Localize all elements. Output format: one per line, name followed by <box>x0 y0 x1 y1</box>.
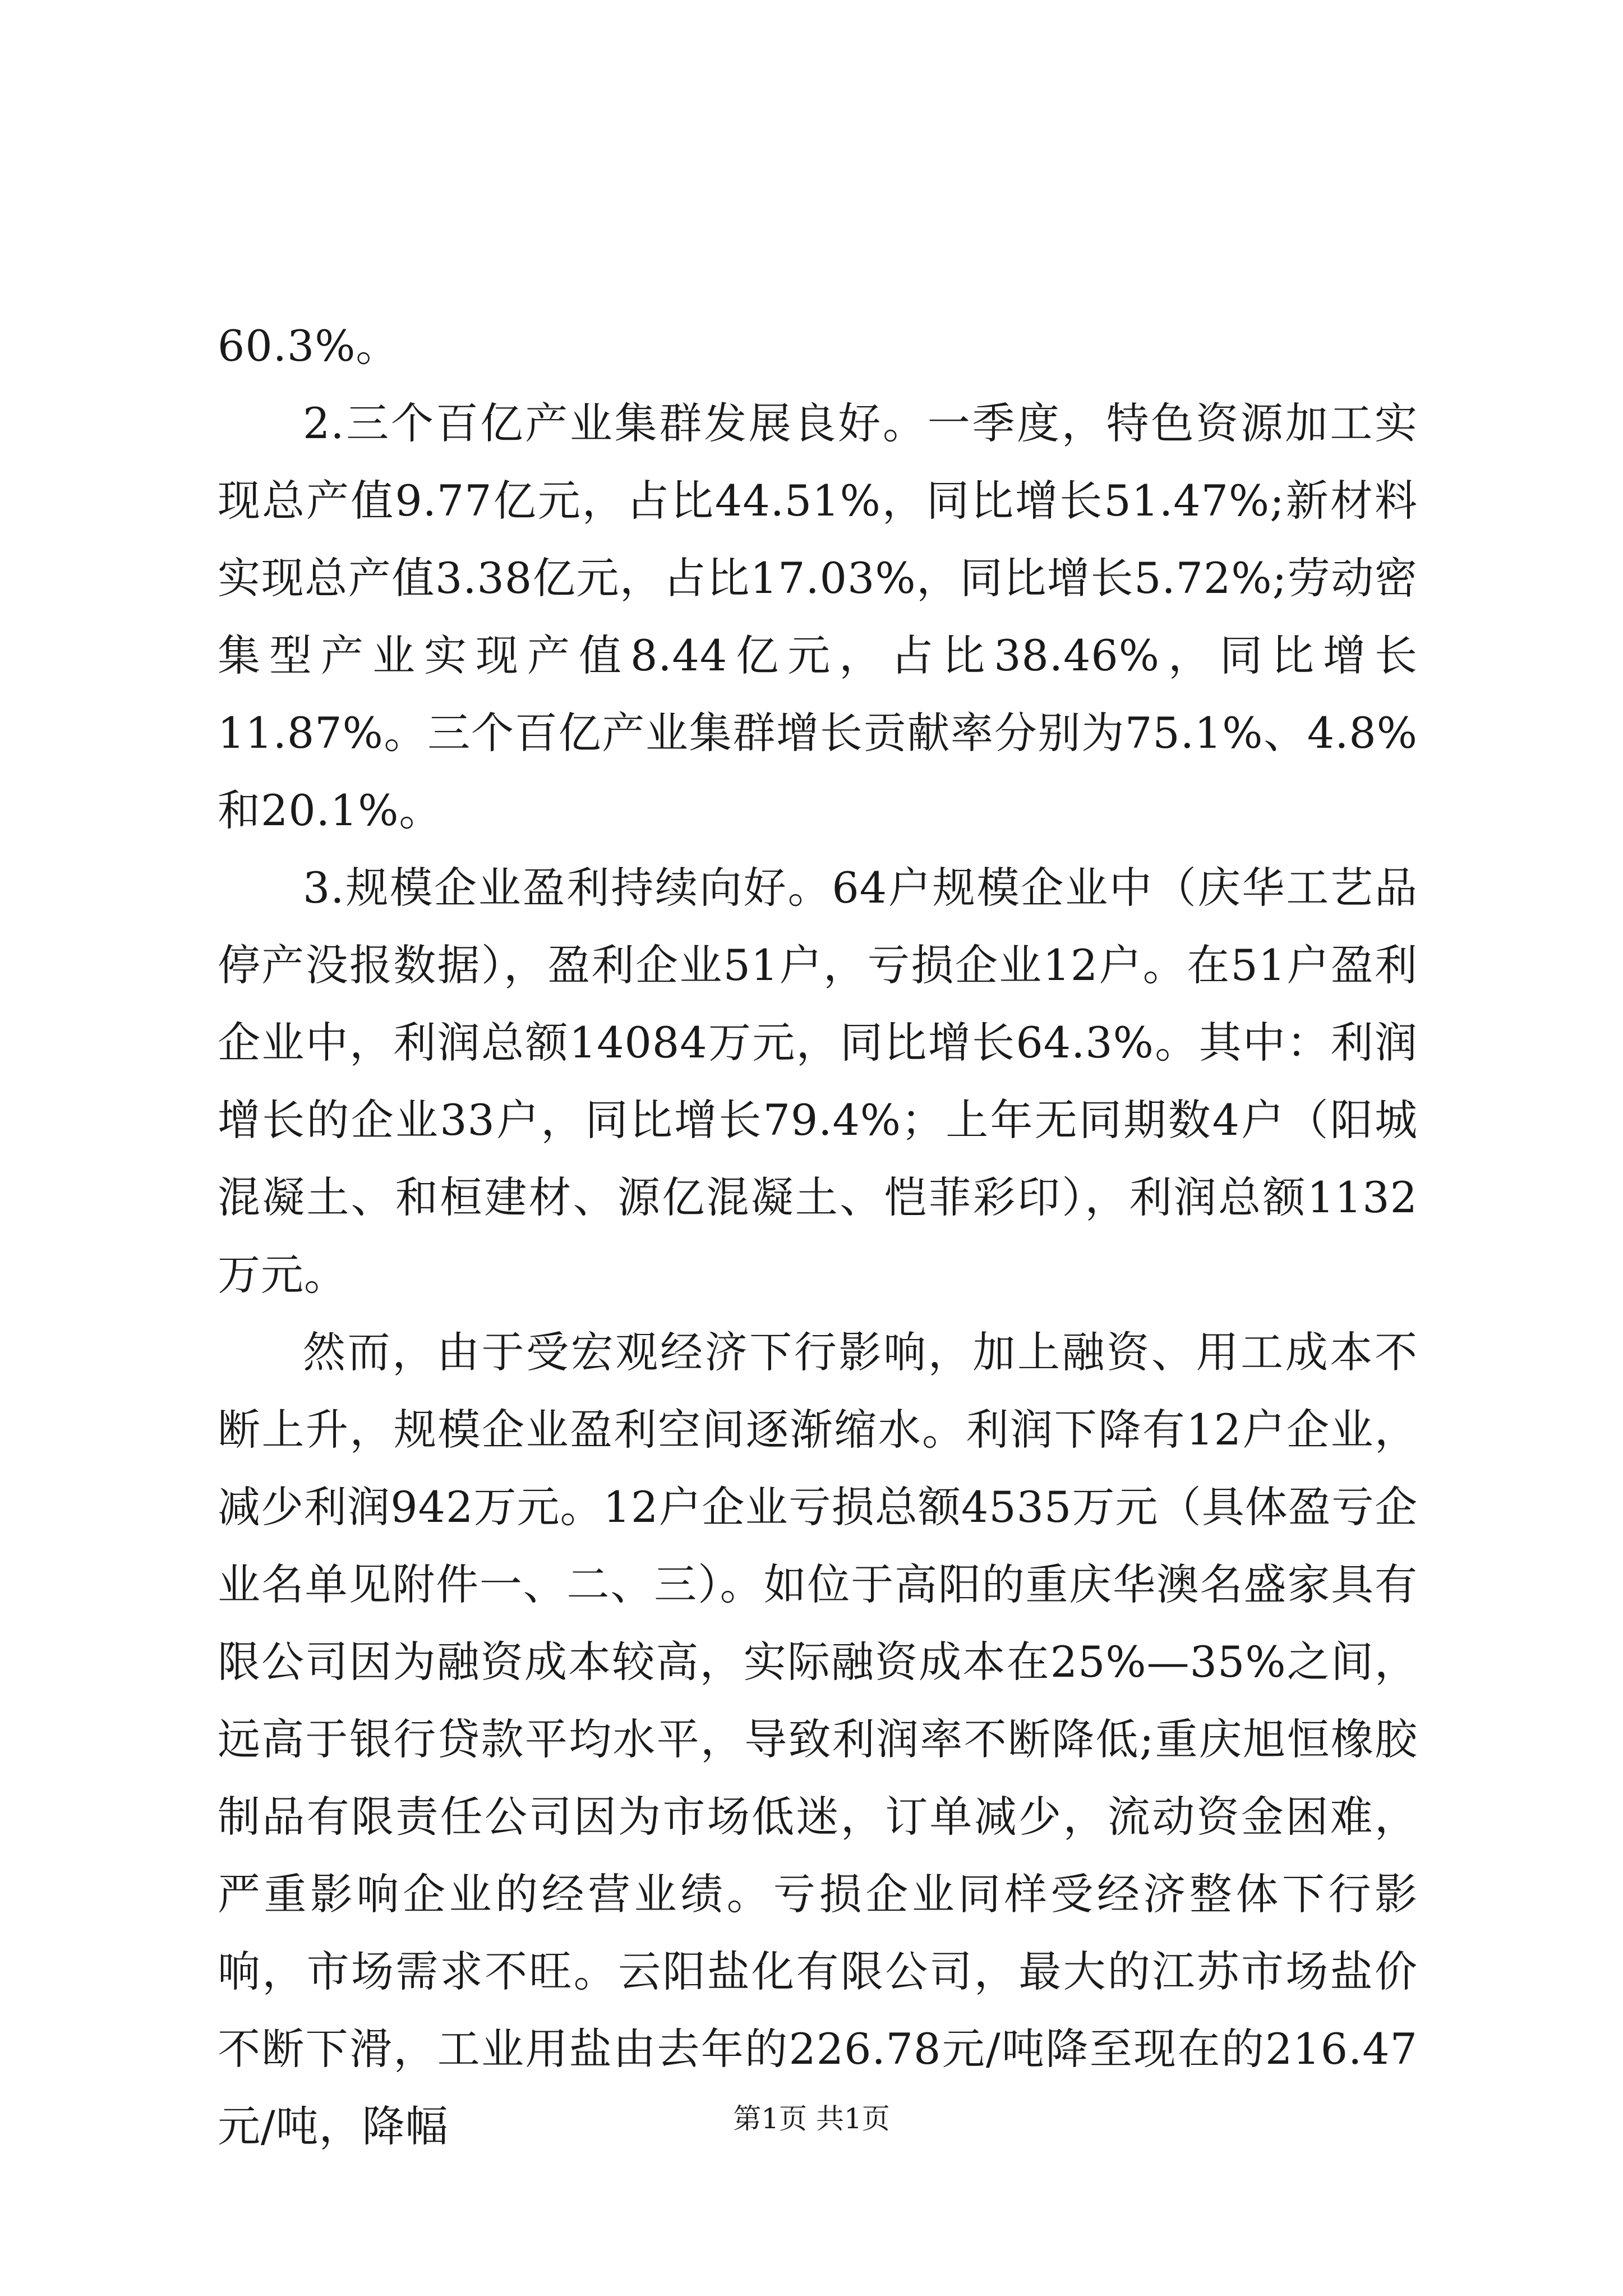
paragraph-profit-decline: 然而，由于受宏观经济下行影响，加上融资、用工成本不断上升，规模企业盈利空间逐渐缩水。利润下降有12户企业，减少利润942万元。12户企业亏损总额4535万元（具体盈亏企业名单见附件一、二、三）。如位于高阳的重庆华澳名盛家具有限公司因为融资成本较高，实际融资成本在25%—35%之间，远高于银行贷款平均水平，导致利润率不断降低;重庆旭恒橡胶制品有限责任公司因为市场低迷，订单减少，流动资金困难，严重影响企业的经营业绩。亏损企业同样受经济整体下行影响，市场需求不旺。云阳盐化有限公司，最大的江苏市场盐价不断下滑，工业用盐由去年的226.78元/吨降至现在的216.47元/吨，降幅 <box>218 1327 1418 2151</box>
document-body <box>218 307 1418 2165</box>
paragraph-industry-clusters: 2.三个百亿产业集群发展良好。一季度，特色资源加工实现总产值9.77亿元，占比44.51%，同比增长51.47%;新材料实现总产值3.38亿元，占比17.03%，同比增长5.72%;劳动密集型产业实现产值8.44亿元，占比38.46%，同比增长11.87%。三个百亿产业集群增长贡献率分别为75.1%、4.8%和20.1%。 <box>218 398 1418 835</box>
paragraph-continuation: 60.3%。 <box>218 321 399 371</box>
paragraph-enterprise-profit: 3.规模企业盈利持续向好。64户规模企业中（庆华工艺品停产没报数据），盈利企业51户，亏损企业12户。在51户盈利企业中，利润总额14084万元，同比增长64.3%。其中：利润增长的企业33户，同比增长79.4%；上年无同期数4户（阳城混凝土、和桓建材、源亿混凝土、恺菲彩印），利润总额1132万元。 <box>218 863 1418 1300</box>
page-footer: 第1页 共1页 <box>733 2102 890 2135</box>
